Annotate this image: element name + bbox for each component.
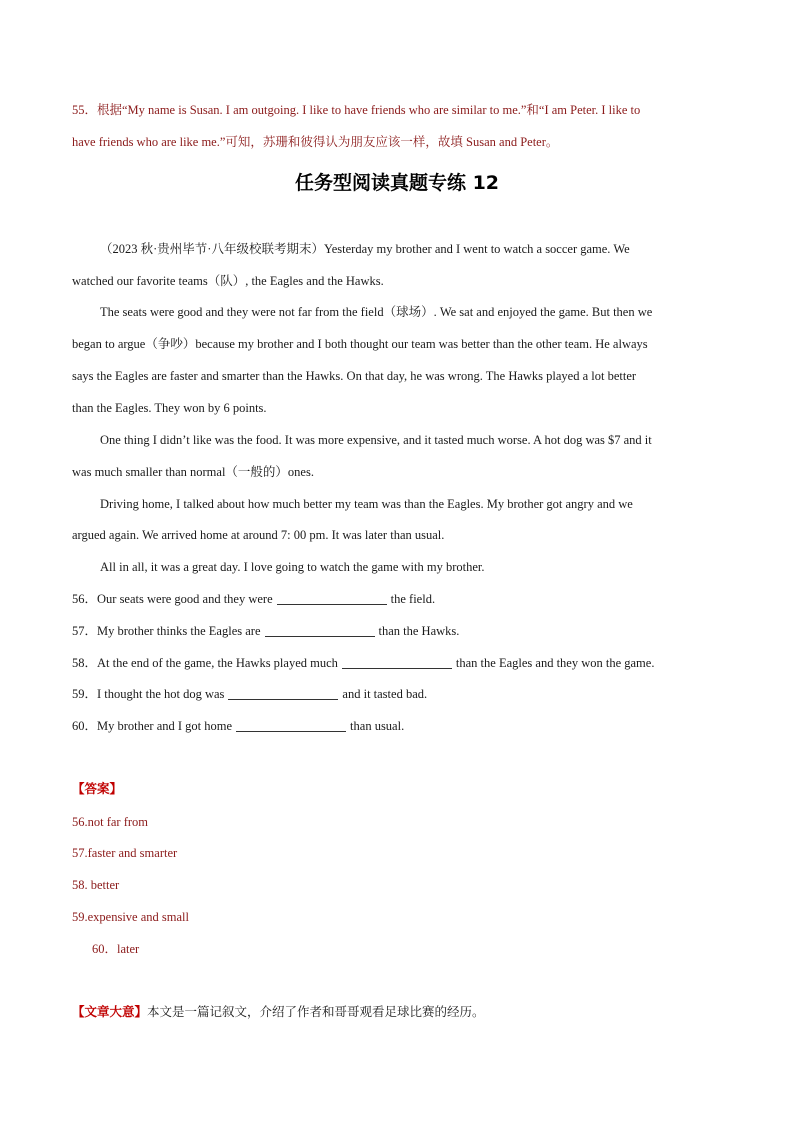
q55-explanation-line-1: 55．根据“My name is Susan. I am outgoing. I like to have friends who are similar to me.”和“I am Peter. I like to — [72, 103, 641, 117]
passage-line: （2023 秋·贵州毕节·八年级校联考期末）Yesterday my brother and I went to watch a soccer game. We — [100, 242, 630, 256]
question-58: 58．At the end of the game, the Hawks played much than the Eagles and they won the game. — [72, 656, 655, 670]
answer-item: 59.expensive and small — [72, 910, 189, 924]
passage-line: argued again. We arrived home at around 7: 00 pm. It was later than usual. — [72, 528, 445, 542]
passage-line: than the Eagles. They won by 6 points. — [72, 401, 267, 415]
question-60: 60．My brother and I got home than usual. — [72, 719, 405, 733]
passage-line: The seats were good and they were not far from the field（球场）. We sat and enjoyed the game. But then we — [100, 305, 653, 319]
answer-item: 60．later — [92, 942, 140, 956]
passage-line: says the Eagles are faster and smarter than the Hawks. On that day, he was wrong. The Hawks played a lot better — [72, 369, 637, 383]
question-57: 57．My brother thinks the Eagles are than the Hawks. — [72, 624, 460, 638]
answer-item: 57.faster and smarter — [72, 846, 178, 860]
page-title: 任务型阅读真题专练 12 — [294, 172, 500, 194]
answer-blank[interactable] — [277, 591, 387, 605]
summary-heading: 【文章大意】 — [72, 1004, 148, 1019]
passage-line: One thing I didn’t like was the food. It was more expensive, and it tasted much worse. A hot dog was $7 and it — [100, 433, 652, 447]
answer-item: 56.not far from — [72, 815, 149, 829]
answer-blank[interactable] — [342, 655, 452, 669]
answer-heading: 【答案】 — [72, 781, 123, 796]
answer-item: 58. better — [72, 878, 120, 892]
answer-blank[interactable] — [265, 623, 375, 637]
question-59: 59．I thought the hot dog was and it tasted bad. — [72, 687, 428, 701]
passage-line: was much smaller than normal（一般的）ones. — [72, 465, 314, 479]
passage-line: Driving home, I talked about how much better my team was than the Eagles. My brother got angry and we — [100, 497, 633, 511]
passage-line: All in all, it was a great day. I love going to watch the game with my brother. — [100, 560, 485, 574]
question-56: 56．Our seats were good and they were the field. — [72, 592, 436, 606]
passage-line: began to argue（争吵）because my brother and I both thought our team was better than the other team. He always — [72, 337, 648, 351]
answer-blank[interactable] — [236, 718, 346, 732]
summary-text: 本文是一篇记叙文，介绍了作者和哥哥观看足球比赛的经历。 — [147, 1005, 485, 1019]
summary — [72, 1003, 732, 1021]
q55-explanation-line-2: have friends who are like me.”可知，苏珊和彼得认为朋友应该一样，故填 Susan and Peter。 — [72, 135, 559, 149]
answer-blank[interactable] — [228, 686, 338, 700]
passage-line: watched our favorite teams（队）, the Eagles and the Hawks. — [72, 274, 384, 288]
